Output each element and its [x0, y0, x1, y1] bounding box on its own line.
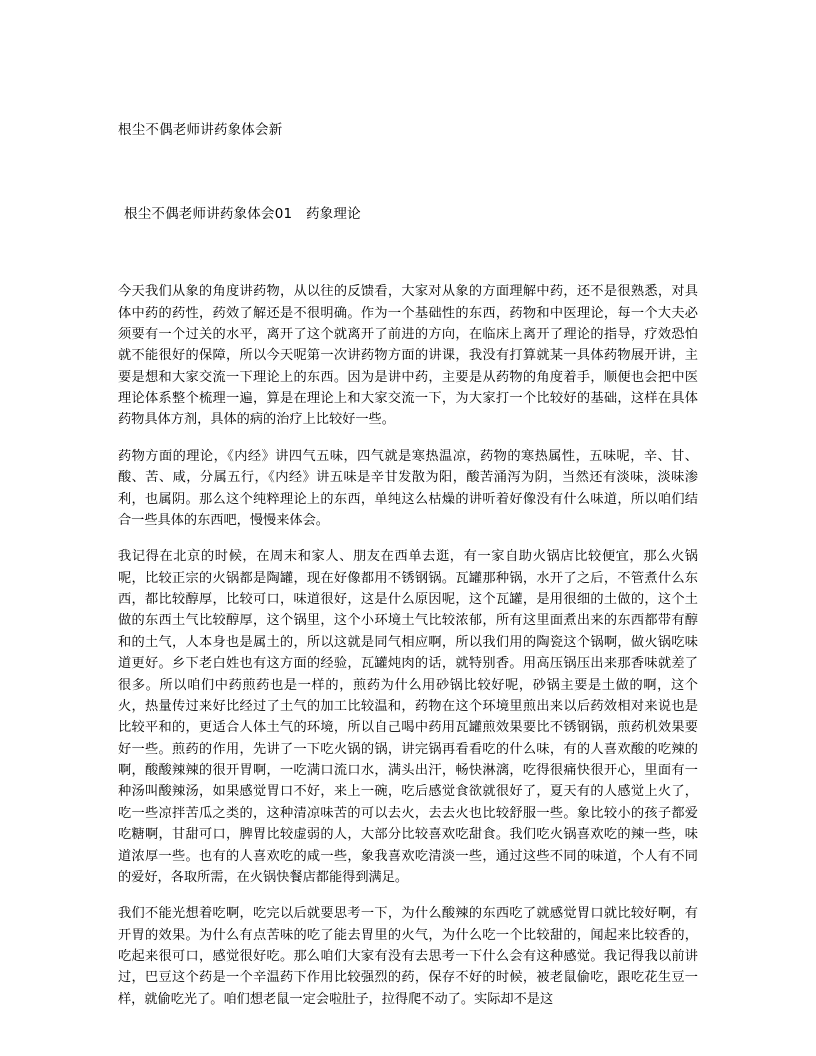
- heading-spacer: [118, 225, 698, 281]
- document-title: 根尘不偶老师讲药象体会新: [118, 122, 283, 138]
- body-paragraph-4: 我们不能光想着吃啊，吃完以后就要思考一下，为什么酸辣的东西吃了就感觉胃口就比较好啊，有开胃的效果。为什么有点苦味的吃了能去胃里的火气，为什么吃一个比较甜的，闻起来比较香的，吃起来很可口，感觉很好吃。那么咱们大家有没有去思考一下什么会有这种感觉。我记得我以前讲过，巴豆这个药是一个辛温药下作用比较强烈的药，保存不好的时候，被老鼠偷吃，跟吃花生豆一样，就偷吃光了。咱们想老鼠一定会啦肚子，拉得爬不动了。实际却不是这: [118, 906, 698, 1007]
- section-heading: 根尘不偶老师讲药象体会01 药象理论: [124, 205, 361, 222]
- title-spacer: [118, 142, 698, 204]
- body-paragraph-1: 今天我们从象的角度讲药物，从以往的反馈看，大家对从象的方面理解中药，还不是很熟悉，对具体中药的药性，药效了解还是不很明确。作为一个基础性的东西，药物和中医理论，每一个大夫必须要有一个过关的水平，离开了这个就离开了前进的方向，在临床上离开了理论的指导，疗效恐怕就不能很好的保障，所以今天呢第一次讲药物方面的讲课，我没有打算就某一具体药物展开讲，主要是想和大家交流一下理论上的东西。因为是讲中药，主要是从药物的角度着手，顺便也会把中医理论体系整个梳理一遍，算是在理论上和大家交流一下，为大家打一个比较好的基础，这样在具体药物具体方剂，具体的病的治疗上比较好一些。: [118, 284, 698, 428]
- document-content: [118, 120, 698, 1010]
- body-paragraph-3: 我记得在北京的时候，在周末和家人、朋友在西单去逛，有一家自助火锅店比较便宜，那么火锅呢，比较正宗的火锅都是陶罐，现在好像都用不锈钢锅。瓦罐那种锅，水开了之后，不管煮什么东西，都比较醇厚，比较可口，味道很好，这是什么原因呢，这个瓦罐，是用很细的土做的，这个土做的东西土气比较醇厚，这个锅里，这个小环境土气比较浓郁，所有这里面煮出来的东西都带有醇和的土气，人本身也是属土的，所以这就是同气相应啊，所以我们用的陶瓷这个锅啊，做火锅吃味道更好。乡下老白姓也有这方面的经验，瓦罐炖肉的话，就特别香。用高压锅压出来那香味就差了很多。所以咱们中药煎药也是一样的，煎药为什么用砂锅比较好呢，砂锅主要是土做的啊，这个火，热量传过来好比经过了土气的加工比较温和，药物在这个环境里煎出来以后药效相对来说也是比较平和的，更适合人体土气的环境，所以自己喝中药用瓦罐煎效果要比不锈钢锅，煎药机效果要好一些。煎药的作用，先讲了一下吃火锅的锅，讲完锅再看看吃的什么味，有的人喜欢酸的吃辣的啊，酸酸辣辣的很开胃啊，一吃满口流口水，满头出汗，畅快淋漓，吃得很痛快很开心，里面有一种汤叫酸辣汤，如果感觉胃口不好，来上一碗，吃后感觉食欲就很好了，夏天有的人感觉上火了，吃一些凉拌苦瓜之类的，这种清凉味苦的可以去火，去去火也比较舒服一些。象比较小的孩子都爱吃糖啊，甘甜可口，脾胃比较虚弱的人，大部分比较喜欢吃甜食。我们吃火锅喜欢吃的辣一些，味道浓厚一些。也有的人喜欢吃的咸一些，象我喜欢吃清淡一些，通过这些不同的味道，个人有不同的爱好，各取所需，在火锅快餐店都能得到满足。: [118, 549, 698, 885]
- body-paragraph-2: 药物方面的理论，《内经》讲四气五味，四气就是寒热温凉，药物的寒热属性，五味呢，辛、甘、酸、苦、咸，分属五行，《内经》讲五味是辛甘发散为阳，酸苦涌泻为阴，当然还有淡味，淡味渗利，也属阴。那么这个纯粹理论上的东西，单纯这么枯燥的讲听着好像没有什么味道，所以咱们结合一些具体的东西吧，慢慢来体会。: [118, 448, 698, 528]
